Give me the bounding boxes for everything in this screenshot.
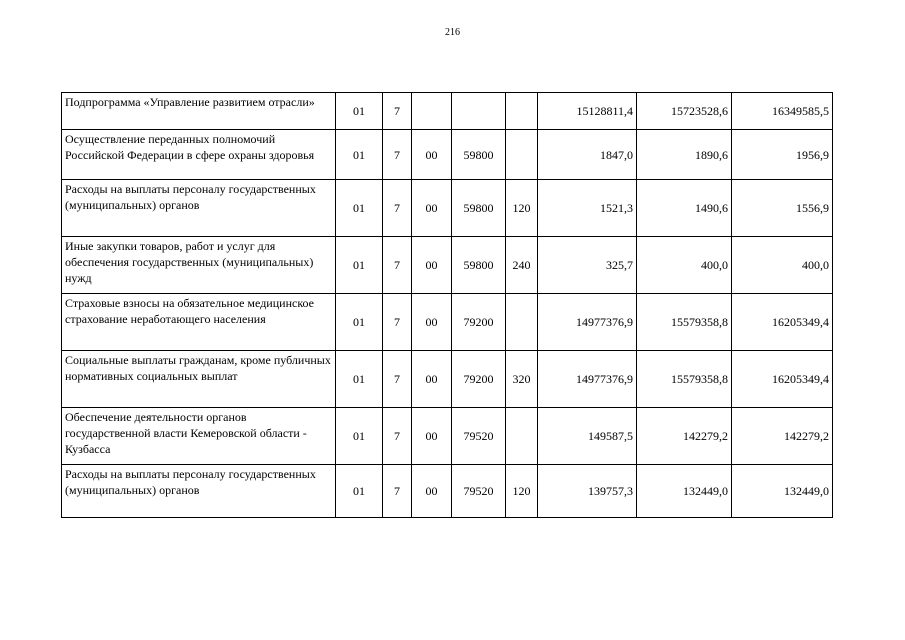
- amount-year2-cell: 15579358,8: [637, 294, 732, 351]
- direction-code-cell: 59800: [452, 180, 506, 237]
- row-name-cell: Социальные выплаты гражданам, кроме публичных нормативных социальных выплат: [62, 351, 336, 408]
- amount-year1-cell: 1521,3: [538, 180, 637, 237]
- direction-code-cell: 59800: [452, 130, 506, 180]
- row-name-cell: Расходы на выплаты персоналу государственных (муниципальных) органов: [62, 465, 336, 518]
- direction-code-cell: 79200: [452, 351, 506, 408]
- table-row: [62, 351, 833, 408]
- amount-year1-cell: 14977376,9: [538, 351, 637, 408]
- subsection-code-cell: 7: [383, 465, 412, 518]
- amount-year2-cell: 400,0: [637, 237, 732, 294]
- table-row: [62, 294, 833, 351]
- program-code-cell: 00: [412, 130, 452, 180]
- expense-type-code-cell: [506, 294, 538, 351]
- direction-code-cell: 79200: [452, 294, 506, 351]
- program-code-cell: 00: [412, 408, 452, 465]
- program-code-cell: [412, 93, 452, 130]
- table-row: [62, 130, 833, 180]
- table-row: [62, 237, 833, 294]
- table-row: [62, 465, 833, 518]
- expense-type-code-cell: 120: [506, 465, 538, 518]
- row-name-cell: Обеспечение деятельности органов государственной власти Кемеровской области - Кузбасса: [62, 408, 336, 465]
- row-name-cell: Расходы на выплаты персоналу государственных (муниципальных) органов: [62, 180, 336, 237]
- amount-year2-cell: 142279,2: [637, 408, 732, 465]
- amount-year3-cell: 16205349,4: [732, 294, 833, 351]
- direction-code-cell: [452, 93, 506, 130]
- row-name-cell: Осуществление переданных полномочий Российской Федерации в сфере охраны здоровья: [62, 130, 336, 180]
- section-code-cell: 01: [336, 408, 383, 465]
- amount-year3-cell: 1956,9: [732, 130, 833, 180]
- expense-type-code-cell: [506, 130, 538, 180]
- amount-year3-cell: 142279,2: [732, 408, 833, 465]
- amount-year2-cell: 132449,0: [637, 465, 732, 518]
- amount-year3-cell: 400,0: [732, 237, 833, 294]
- page-number: 216: [445, 27, 460, 38]
- amount-year2-cell: 15723528,6: [637, 93, 732, 130]
- amount-year3-cell: 1556,9: [732, 180, 833, 237]
- section-code-cell: 01: [336, 465, 383, 518]
- budget-table: [61, 92, 833, 518]
- amount-year1-cell: 149587,5: [538, 408, 637, 465]
- section-code-cell: 01: [336, 93, 383, 130]
- row-name-cell: Подпрограмма «Управление развитием отрасли»: [62, 93, 336, 130]
- section-code-cell: 01: [336, 294, 383, 351]
- amount-year2-cell: 15579358,8: [637, 351, 732, 408]
- row-name-cell: Иные закупки товаров, работ и услуг для обеспечения государственных (муниципальных) нужд: [62, 237, 336, 294]
- amount-year3-cell: 16205349,4: [732, 351, 833, 408]
- section-code-cell: 01: [336, 130, 383, 180]
- program-code-cell: 00: [412, 294, 452, 351]
- subsection-code-cell: 7: [383, 408, 412, 465]
- amount-year3-cell: 16349585,5: [732, 93, 833, 130]
- direction-code-cell: 79520: [452, 465, 506, 518]
- amount-year3-cell: 132449,0: [732, 465, 833, 518]
- subsection-code-cell: 7: [383, 180, 412, 237]
- program-code-cell: 00: [412, 237, 452, 294]
- amount-year2-cell: 1890,6: [637, 130, 732, 180]
- expense-type-code-cell: [506, 408, 538, 465]
- row-name-cell: Страховые взносы на обязательное медицинское страхование неработающего населения: [62, 294, 336, 351]
- amount-year1-cell: 139757,3: [538, 465, 637, 518]
- amount-year2-cell: 1490,6: [637, 180, 732, 237]
- expense-type-code-cell: 320: [506, 351, 538, 408]
- section-code-cell: 01: [336, 237, 383, 294]
- amount-year1-cell: 1847,0: [538, 130, 637, 180]
- subsection-code-cell: 7: [383, 130, 412, 180]
- expense-type-code-cell: 120: [506, 180, 538, 237]
- section-code-cell: 01: [336, 351, 383, 408]
- direction-code-cell: 79520: [452, 408, 506, 465]
- table-row: [62, 408, 833, 465]
- table-row: [62, 180, 833, 237]
- amount-year1-cell: 14977376,9: [538, 294, 637, 351]
- subsection-code-cell: 7: [383, 237, 412, 294]
- table-body: [62, 93, 833, 518]
- section-code-cell: 01: [336, 180, 383, 237]
- amount-year1-cell: 15128811,4: [538, 93, 637, 130]
- expense-type-code-cell: [506, 93, 538, 130]
- program-code-cell: 00: [412, 465, 452, 518]
- subsection-code-cell: 7: [383, 294, 412, 351]
- subsection-code-cell: 7: [383, 93, 412, 130]
- subsection-code-cell: 7: [383, 351, 412, 408]
- direction-code-cell: 59800: [452, 237, 506, 294]
- table-row: [62, 93, 833, 130]
- expense-type-code-cell: 240: [506, 237, 538, 294]
- program-code-cell: 00: [412, 180, 452, 237]
- program-code-cell: 00: [412, 351, 452, 408]
- amount-year1-cell: 325,7: [538, 237, 637, 294]
